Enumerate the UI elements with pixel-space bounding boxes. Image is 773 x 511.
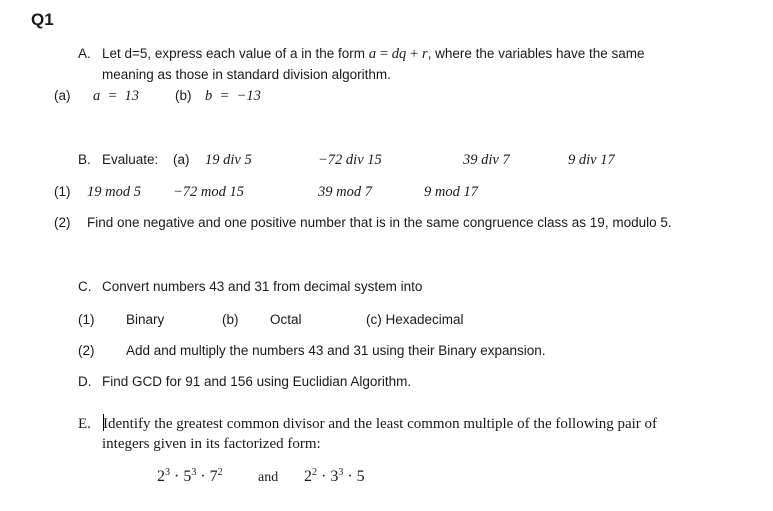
section-d-text: Find GCD for 91 and 156 using Euclidian Algorithm.	[102, 374, 412, 389]
formula-plus: +	[410, 46, 419, 62]
mod-item-2: −72 mod 15	[173, 184, 245, 200]
expr2-exp-1: 2	[312, 467, 317, 478]
formula-dq: dq	[391, 46, 407, 62]
expr1-exp-2: 3	[191, 467, 197, 478]
expr1-base-2: 5	[183, 468, 192, 485]
mod-item-3: 39 mod 7	[318, 184, 372, 200]
section-e-marker: E.	[78, 416, 91, 432]
part-b-label: (b)	[175, 88, 192, 103]
expr1-exp-1: 3	[165, 467, 170, 478]
expr1-base-1: 2	[157, 468, 165, 485]
section-c-marker: C.	[78, 279, 92, 294]
mod-item-4: 9 mod 17	[424, 184, 478, 200]
div-item-2: −72 div 15	[318, 152, 382, 168]
c-p2-label: (2)	[78, 343, 95, 358]
b-q2-label: (2)	[54, 215, 71, 230]
section-e-line2: integers given in its factorized form:	[102, 436, 321, 452]
and-word: and	[258, 470, 279, 485]
div-item-3: 39 div 7	[463, 152, 510, 168]
formula-r: r	[422, 46, 428, 62]
expr1-exp-3: 2	[217, 467, 223, 478]
formula-a: a	[368, 46, 377, 62]
section-a-line2: meaning as those in standard division algorithm.	[102, 67, 391, 82]
section-d-marker: D.	[78, 374, 92, 389]
factorized-expr-2: $2^2 \cdot 3^3 \cdot 5$	[304, 467, 365, 485]
c-hex: (c) Hexadecimal	[366, 312, 464, 327]
section-c-text: Convert numbers 43 and 31 from decimal system into	[102, 279, 423, 294]
div-item-4: 9 div 17	[568, 152, 615, 168]
mod-item-1: 19 mod 5	[87, 184, 141, 200]
section-a-marker: A.	[78, 46, 91, 61]
part-a-label: (a)	[54, 88, 71, 103]
factorized-expr-1: $2^3 \cdot 5^3 \cdot 7^2$	[157, 467, 223, 485]
expr2-exp-2: 3	[338, 467, 344, 478]
c-binary: Binary	[126, 312, 165, 327]
section-a-intro-end: , where the variables have the same	[427, 46, 645, 61]
b-q1-label: (1)	[54, 184, 71, 199]
formula-eq: =	[379, 46, 389, 62]
question-title: Q1	[31, 10, 54, 29]
expr2-base-1: 2	[304, 468, 312, 485]
section-b-marker: B.	[78, 152, 91, 167]
section-b-label: Evaluate:	[102, 152, 159, 167]
c-octal: Octal	[270, 312, 302, 327]
div-item-1: 19 div 5	[205, 152, 252, 168]
expr1-base-3: 7	[209, 468, 218, 485]
c-b-label: (b)	[222, 312, 239, 327]
expr2-base-3: 5	[356, 468, 365, 485]
section-e-line1: Identify the greatest common divisor and the least common multiple of the following pair of	[103, 416, 658, 432]
section-a-intro	[102, 47, 645, 62]
b-q2-text: Find one negative and one positive number that is in the same congruence class as 19, modulo 5.	[87, 215, 672, 230]
part-a-expr: a = 13	[93, 88, 140, 104]
section-a-intro-text: Let d=5, express each value of a in the form	[102, 46, 366, 61]
part-b-expr: b = −13	[205, 88, 261, 104]
c-p2-text: Add and multiply the numbers 43 and 31 using their Binary expansion.	[126, 343, 546, 358]
section-b-sub-a: (a)	[173, 152, 190, 167]
expr2-base-2: 3	[330, 468, 339, 485]
c-p1-label: (1)	[78, 312, 95, 327]
